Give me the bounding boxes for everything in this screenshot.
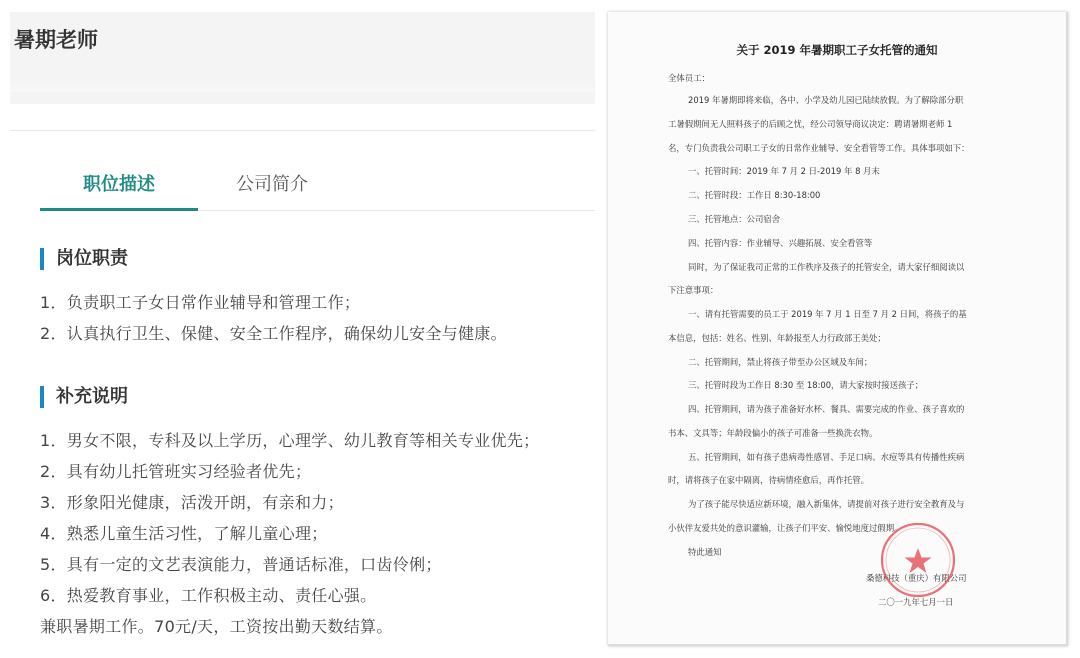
company-seal-icon (878, 520, 958, 600)
notice-line: 下注意事项： (668, 285, 719, 295)
notice-title: 关于 2019 年暑期职工子女托管的通知 (736, 43, 938, 57)
notice-line: 三、托管地点：公司宿舍 (688, 214, 781, 224)
notice-line: 四、托管期间，请为孩子准备好水杯、餐具、需要完成的作业、孩子喜欢的 (688, 404, 965, 414)
list-item: 2．认真执行卫生、保健、安全工作程序，确保幼儿安全与健康。 (40, 324, 507, 343)
notes-heading: 补充说明 (40, 386, 128, 408)
notice-line: 为了孩子能尽快适应新环境，融入新集体，请提前对孩子进行安全教育及与 (688, 499, 965, 509)
list-item: 6．热爱教育事业，工作积极主动、责任心强。 (40, 586, 377, 605)
list-item: 1．男女不限，专科及以上学历，心理学、幼儿教育等相关专业优先； (40, 431, 540, 450)
notice-line: 五、托管期间，如有孩子患病毒性感冒、手足口病、水痘等具有传播性疾病 (688, 452, 965, 462)
list-item: 2．具有幼儿托管班实习经验者优先； (40, 462, 312, 481)
tab-company-intro[interactable]: 公司简介 (236, 174, 308, 195)
notice-line: 全体员工： (668, 73, 710, 83)
list-item: 3．形象阳光健康，活泼开朗，有亲和力； (40, 493, 344, 512)
notice-line: 时，请将孩子在家中隔离，待病情痊愈后，再作托管。 (668, 475, 869, 485)
notice-company: 桑德科技（重庆）有限公司 (866, 573, 967, 583)
job-title: 暑期老师 (14, 28, 98, 52)
notes-list (40, 425, 539, 642)
notice-closing: 特此通知 (688, 547, 722, 557)
list-item: 1．负责职工子女日常作业辅导和管理工作； (40, 293, 361, 312)
header-divider (10, 82, 595, 92)
notice-line: 本信息，包括：姓名、性别、年龄报至人力行政部王美处； (668, 333, 886, 343)
notice-line: 三、托管时段为工作日 8:30 至 18:00，请大家按时接送孩子； (688, 380, 924, 390)
list-item: 4．熟悉儿童生活习性，了解儿童心理； (40, 524, 328, 543)
duties-heading: 岗位职责 (40, 248, 128, 270)
tab-job-description[interactable]: 职位描述 (40, 170, 198, 211)
notice-line: 一、托管时间：2019 年 7 月 2 日-2019 年 8 月末 (688, 166, 880, 176)
list-item: 兼职暑期工作。70元/天，工资按出勤天数结算。 (40, 617, 393, 636)
notice-line: 四、托管内容：作业辅导、兴趣拓展、安全看管等 (688, 238, 873, 248)
tab-bar (40, 170, 595, 211)
notice-document-image (608, 12, 1068, 646)
list-item: 5．具有一定的文艺表演能力，普通话标准，口齿伶俐； (40, 555, 442, 574)
notice-line: 同时，为了保证我司正常的工作秩序及孩子的托管安全，请大家仔细阅读以 (688, 262, 965, 272)
notice-line: 名，专门负责我公司职工子女的日常作业辅导、安全看管等工作。具体事项如下： (668, 143, 970, 153)
notice-date: 二〇一九年七月一日 (878, 597, 954, 607)
notice-line: 二、托管时段：工作日 8:30-18:00 (688, 190, 821, 200)
notice-line: 书本、文具等；年龄段偏小的孩子可准备一些换洗衣物。 (668, 428, 878, 438)
notice-line: 一、请有托管需要的员工于 2019 年 7 月 1 日至 7 月 2 日间，将孩子的基 (688, 309, 967, 319)
duties-list (40, 287, 507, 349)
notice-line: 工暑假期间无人照料孩子的后顾之忧，经公司领导商议决定：聘请暑期老师 1 (668, 119, 953, 129)
notice-line: 2019 年暑期即将来临，各中、小学及幼儿园已陆续放假。为了解除部分职 (688, 95, 964, 105)
notice-line: 小伙伴友爱共处的意识灌输，让孩子们平安、愉悦地度过假期。 (668, 523, 903, 533)
notice-line: 二、托管期间，禁止将孩子带至办公区域及车间； (688, 357, 873, 367)
divider (10, 130, 595, 131)
